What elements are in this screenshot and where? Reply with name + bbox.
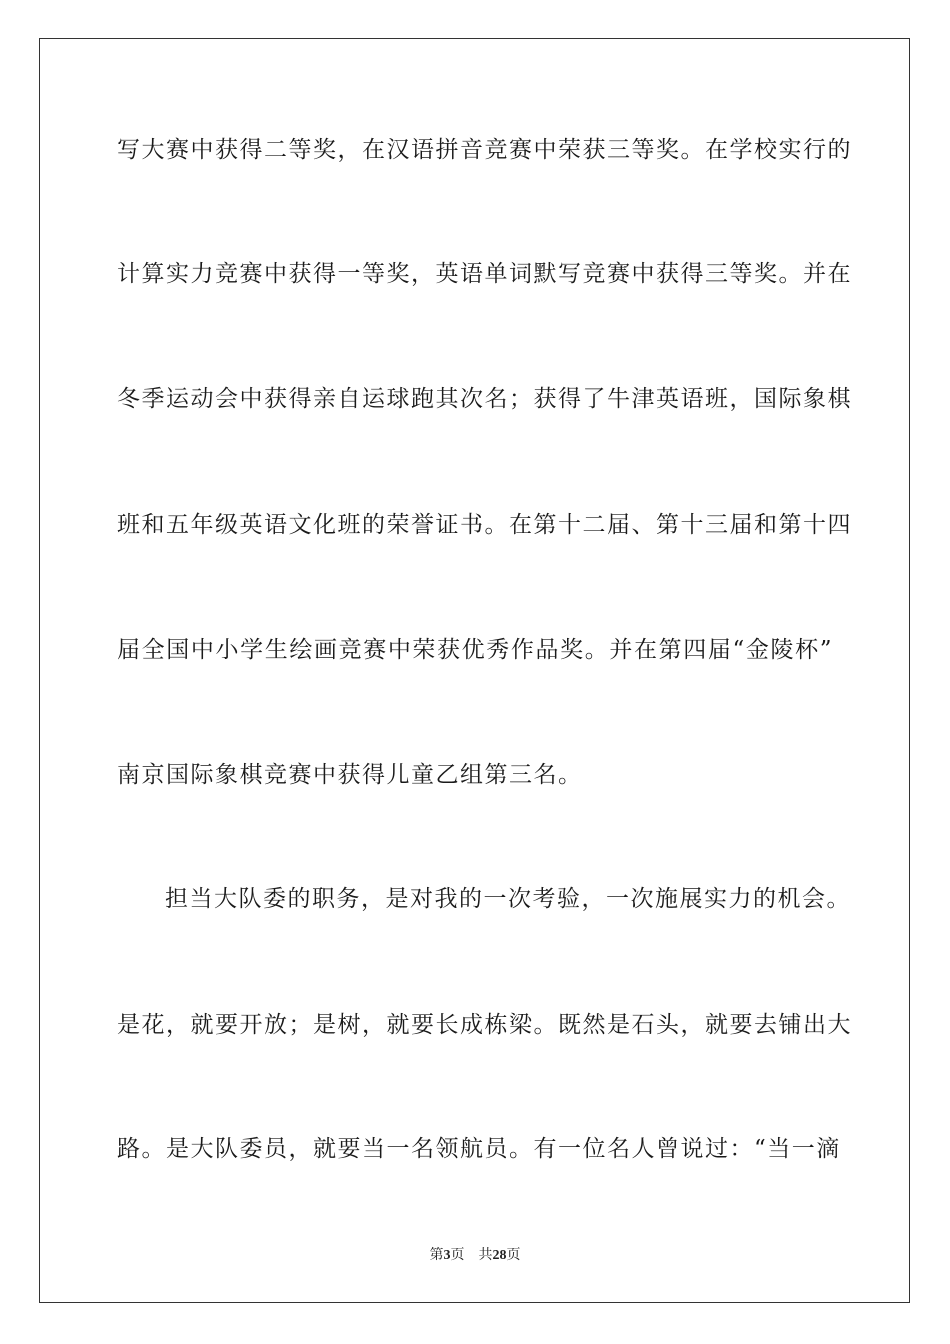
text-line: 计算实力竞赛中获得一等奖，英语单词默写竞赛中获得三等奖。并在 [117,261,852,287]
page-border [39,38,910,1303]
page-label-prefix: 第 [429,1248,444,1263]
page-number: 3 [443,1248,451,1263]
text-line: 届全国中小学生绘画竞赛中荣获优秀作品奖。并在第四届“金陵杯” [117,637,833,663]
text-line: 南京国际象棋竞赛中获得儿童乙组第三名。 [117,762,583,788]
total-label-suffix: 页 [506,1248,521,1263]
text-line: 写大赛中获得二等奖，在汉语拼音竞赛中荣获三等奖。在学校实行的 [117,137,852,163]
page-label-suffix: 页 [450,1248,465,1263]
total-label-prefix: 共 [478,1248,493,1263]
text-line: 班和五年级英语文化班的荣誉证书。在第十二届、第十三届和第十四 [117,512,852,538]
page-footer [0,1247,950,1265]
text-line: 冬季运动会中获得亲自运球跑其次名；获得了牛津英语班，国际象棋 [117,386,852,412]
text-line: 路。是大队委员，就要当一名领航员。有一位名人曾说过：“当一滴 [117,1136,841,1162]
text-line: 是花，就要开放；是树，就要长成栋梁。既然是石头，就要去铺出大 [117,1012,852,1038]
total-pages: 28 [492,1248,507,1263]
paragraph-first-line: 担当大队委的职务，是对我的一次考验，一次施展实力的机会。 [165,886,851,912]
